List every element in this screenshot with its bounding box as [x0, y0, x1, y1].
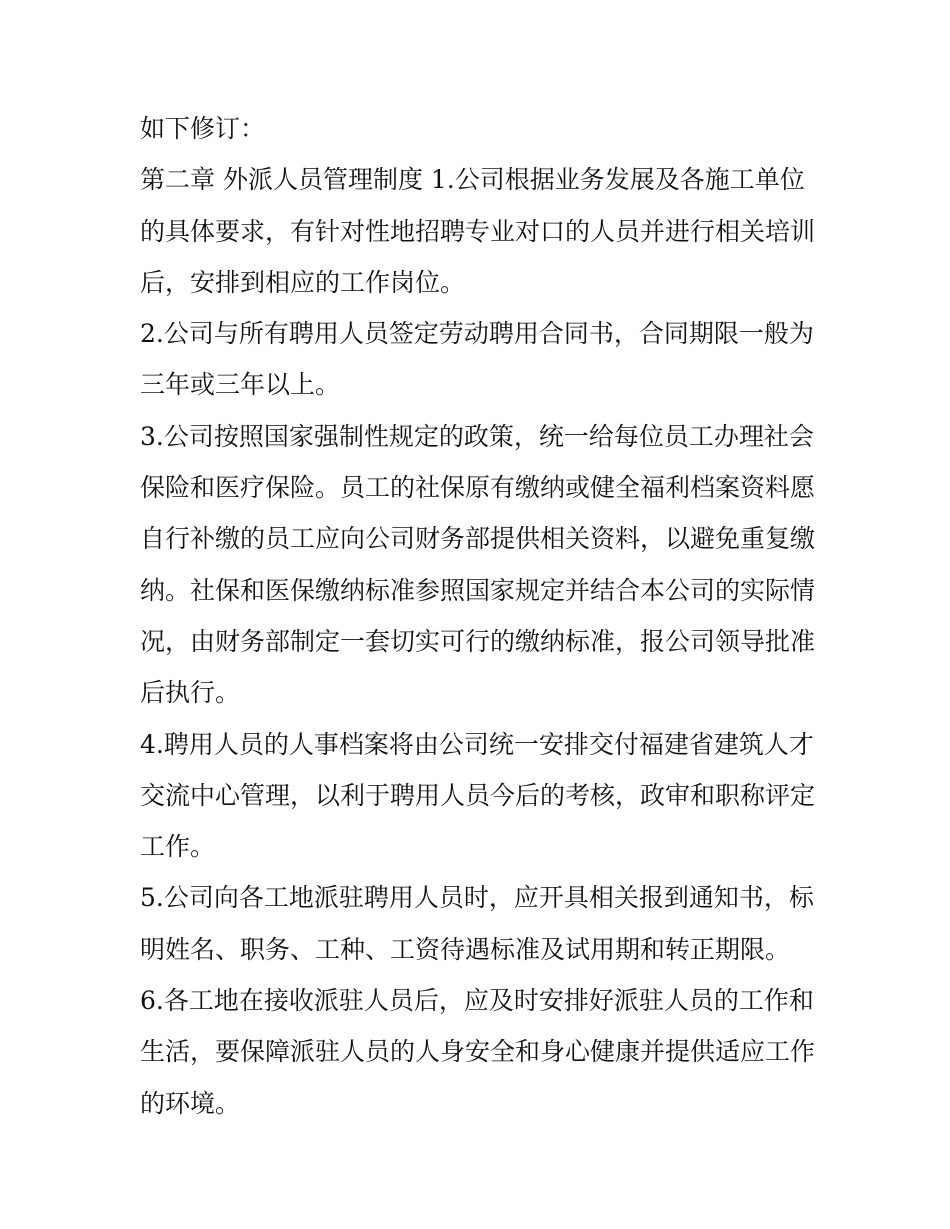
paragraph-item-5: 5.公司向各工地派驻聘用人员时，应开具相关报到通知书，标明姓名、职务、工种、工资待遇标准及试用期和转正期限。	[140, 883, 814, 964]
paragraph-chapter-item-1: 第二章 外派人员管理制度 1.公司根据业务发展及各施工单位的具体要求，有针对性地招聘专业对口的人员并进行相关培训后，安排到相应的工作岗位。	[140, 165, 816, 297]
paragraph-item-3: 3.公司按照国家强制性规定的政策，统一给每位员工办理社会保险和医疗保险。员工的社保原有缴纳或健全福利档案资料愿自行补缴的员工应向公司财务部提供相关资料，以避免重复缴纳。社保和医保缴纳标准参照国家规定并结合本公司的实际情况，由财务部制定一套切实可行的缴纳标准，报公司领导批准后执行。	[140, 421, 816, 708]
paragraph-item-4: 4.聘用人员的人事档案将由公司统一安排交付福建省建筑人才交流中心管理，以利于聘用人员今后的考核，政审和职称评定工作。	[140, 729, 816, 862]
paragraph-intro: 如下修订：	[140, 114, 266, 143]
paragraph-item-6: 6.各工地在接收派驻人员后，应及时安排好派驻人员的工作和生活，要保障派驻人员的人身安全和身心健康并提供适应工作的环境。	[140, 986, 816, 1118]
document-body	[140, 103, 820, 1129]
paragraph-item-2: 2.公司与所有聘用人员签定劳动聘用合同书，合同期限一般为三年或三年以上。	[140, 319, 814, 400]
